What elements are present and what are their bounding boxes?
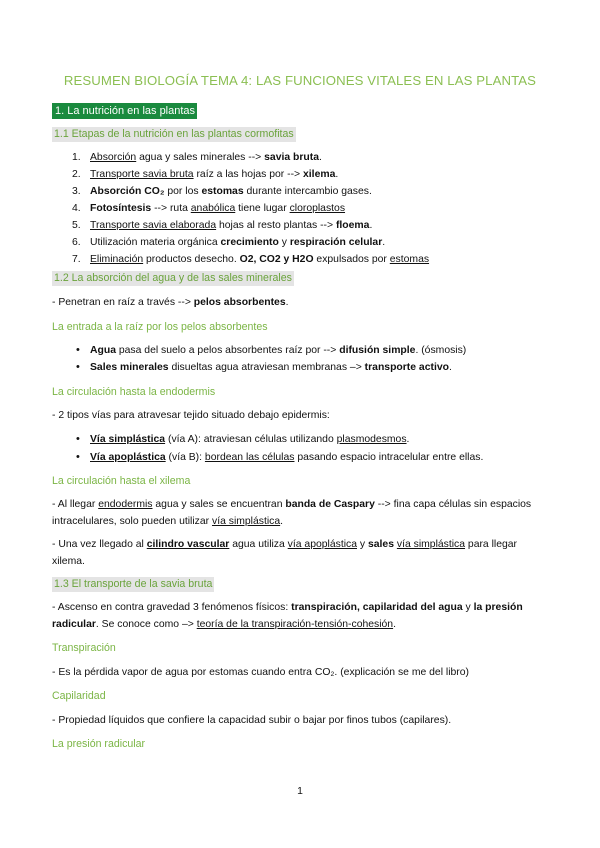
bullet-item [76,449,483,466]
term: bordean las células [204,452,295,463]
text: agua utiliza [229,539,288,550]
paragraph [52,496,552,530]
subsection-heading-1-1: 1.1 Etapas de la nutrición en las plantas cormofitas [54,128,294,140]
subsection-heading-1-2: 1.2 La absorción del agua y de las sales minerales [54,272,292,284]
paragraph: - Es la pérdida vapor de agua por estomas cuando entra CO₂. (explicación se me del libro) [52,667,469,678]
text: Utilización materia orgánica [90,237,221,248]
text: . Se conoce como –> [95,619,197,630]
section-heading-1: 1. La nutrición en las plantas [52,103,197,119]
page-number: 1 [297,786,303,797]
text: pasa del suelo a pelos absorbentes raíz por --> [115,345,340,356]
text: para llegar xilema. [52,539,518,567]
keyword: banda de Caspary [285,499,375,510]
list-number: 7. [72,254,81,265]
list-item [72,251,429,268]
text: por los [164,186,202,197]
term: Absorción [90,152,137,163]
list-number: 2. [72,169,81,180]
text: . [393,619,396,630]
keyword: la presión radicular [52,602,523,630]
keyword: Vía simplástica [90,434,166,445]
term: cloroplastos [289,203,346,214]
keyword: sales [367,539,394,550]
keyword: Absorción CO₂ [90,186,165,197]
bullet-icon: • [76,433,80,445]
bullet-icon: • [76,451,80,463]
text: agua y sales se encuentran [152,499,286,510]
term: Transporte savia bruta [90,169,194,180]
keyword: cilindro vascular [146,539,230,550]
list-item [72,234,385,251]
list-number: 5. [72,220,81,231]
keyword: Fotosíntesis [90,203,152,214]
document-title: RESUMEN BIOLOGÍA TEMA 4: LAS FUNCIONES VITALES EN LAS PLANTAS [63,73,537,88]
term: teoría de la transpiración-tensión-cohesión [196,619,394,630]
term: vía simplástica [396,539,466,550]
list-item [72,183,372,200]
keyword: transporte activo [364,362,449,373]
bullet-item [76,431,409,448]
topic-heading: La circulación hasta la endodermis [52,386,216,398]
keyword: respiración celular [289,237,383,248]
list-number: 4. [72,203,81,214]
text: productos desecho. [143,254,240,265]
keyword: crecimiento [220,237,279,248]
text: raíz a las hojas por --> [193,169,304,180]
text: agua y sales minerales --> [136,152,265,163]
text: hojas al resto plantas --> [216,220,336,231]
keyword: savia bruta [264,152,320,163]
text: expulsados por [313,254,390,265]
text: disueltas agua atraviesan membranas –> [168,362,365,373]
topic-heading: Transpiración [52,642,116,654]
subsection-heading-1-3: 1.3 El transporte de la savia bruta [54,578,213,590]
text: . [335,169,339,180]
list-item [72,200,345,217]
term: Transporte savia elaborada [90,220,217,231]
text: --> fina capa células sin espacios intracelulares, solo pueden utilizar [52,499,532,527]
topic-heading: La circulación hasta el xilema [52,475,191,487]
list-item [72,149,322,166]
text: . [406,434,410,445]
list-item [72,166,338,183]
text: (vía A): atraviesan células utilizando [165,434,337,445]
topic-heading: La entrada a la raíz por los pelos absorbentes [52,321,268,333]
text: pasando espacio intracelular entre ellas. [294,452,484,463]
term: vía apoplástica [287,539,357,550]
list-number: 6. [72,237,81,248]
paragraph: - Propiedad líquidos que confiere la capacidad subir o bajar por finos tubos (capilares). [52,715,452,726]
topic-heading: La presión radicular [52,738,146,750]
text: y [278,237,290,248]
term: estomas [389,254,430,265]
bullet-item [76,342,466,359]
paragraph: - 2 tipos vías para atravesar tejido situado debajo epidermis: [52,410,330,421]
keyword: xilema [303,169,336,180]
topic-heading: Capilaridad [52,690,106,702]
text: - Penetran en raíz a través --> [52,297,194,308]
text: . [448,362,452,373]
paragraph [52,294,552,311]
term: vía simplástica [212,516,281,527]
text: - Ascenso en contra gravedad 3 fenómenos físicos: [52,602,292,613]
list-item [72,217,372,234]
keyword: difusión simple [339,345,416,356]
keyword: pelos absorbentes [193,297,286,308]
text: . [285,297,289,308]
text: . [280,516,284,527]
term: endodermis [98,499,153,510]
text: - Una vez llegado al [52,539,147,550]
text: . [369,220,373,231]
paragraph [52,536,552,570]
keyword: estomas [201,186,244,197]
text: (vía B): [165,452,205,463]
text: . (ósmosis) [415,345,467,356]
keyword: O2, CO2 y H2O [239,254,314,265]
paragraph [52,599,552,633]
keyword: Vía apoplástica [90,452,166,463]
text: --> ruta [151,203,191,214]
bullet-icon: • [76,361,80,373]
text: y [357,539,368,550]
keyword: transpiración, capilaridad del agua [291,602,463,613]
list-number: 1. [72,152,81,163]
term: anabólica [190,203,236,214]
text: y [462,602,474,613]
text: . [382,237,386,248]
text: - Al llegar [52,499,99,510]
list-number: 3. [72,186,81,197]
keyword: Sales minerales [90,362,169,373]
bullet-icon: • [76,344,80,356]
term: plasmodesmos [336,434,407,445]
bullet-item [76,359,452,376]
keyword: floema [335,220,370,231]
term: Eliminación [90,254,144,265]
text: durante intercambio gases. [243,186,372,197]
keyword: Agua [90,345,116,356]
text: tiene lugar [235,203,290,214]
text: . [319,152,322,163]
